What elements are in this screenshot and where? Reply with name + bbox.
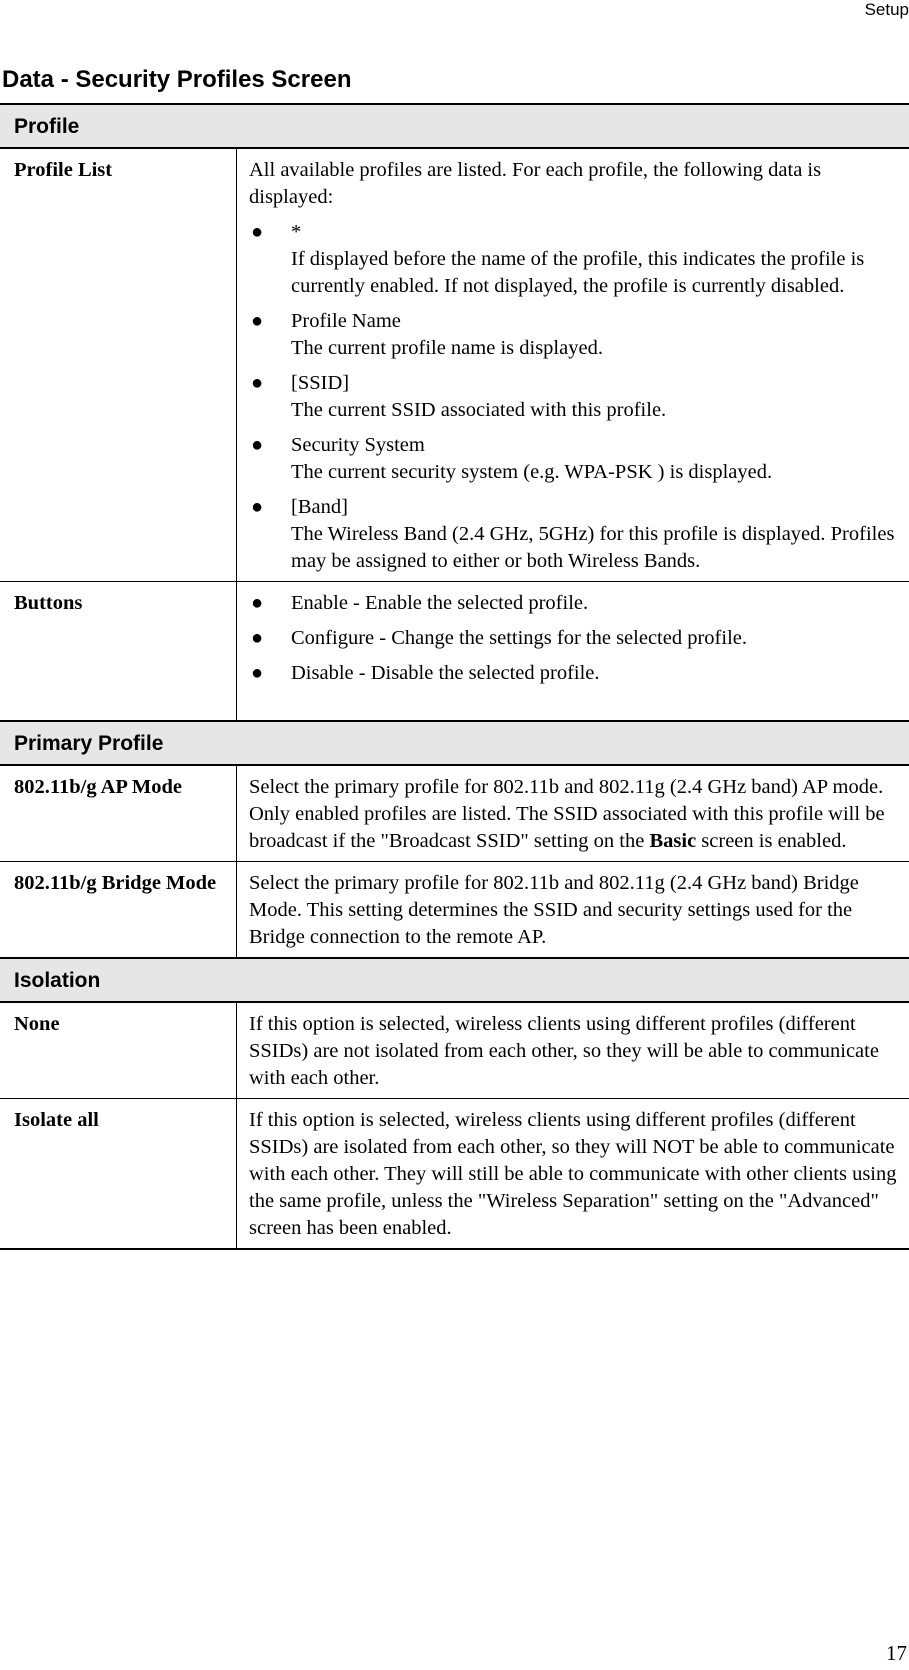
ap-mode-bold: Basic <box>649 830 697 852</box>
bullet-icon: ● <box>251 310 264 332</box>
item-title: [Band] <box>291 496 348 518</box>
term-none: None <box>0 1002 237 1099</box>
table-row <box>0 765 909 862</box>
ap-mode-text-before: Select the primary profile for 802.11b and 802.11g (2.4 GHz band) AP mode. Only enabled profiles are listed. The SSID associated with this profile will be broadcast if the "Broadcast SSID" setting on the <box>249 776 885 852</box>
security-profiles-table <box>0 103 909 1250</box>
page-number: 17 <box>886 1641 907 1665</box>
term-isolate-all: Isolate all <box>0 1099 237 1250</box>
bullet-icon: ● <box>251 496 264 518</box>
buttons-bullets <box>249 590 901 687</box>
item-text: Enable - Enable the selected profile. <box>291 592 589 614</box>
term-ap-mode: 802.11b/g AP Mode <box>0 765 237 862</box>
page-title: Data - Security Profiles Screen <box>2 66 352 93</box>
list-item <box>249 625 901 652</box>
list-item <box>249 494 901 575</box>
list-item <box>249 660 901 687</box>
item-text: Disable - Disable the selected profile. <box>291 662 600 684</box>
bullet-icon: ● <box>251 221 264 243</box>
list-item <box>249 590 901 617</box>
section-header-isolation <box>0 958 909 1002</box>
list-item <box>249 219 901 300</box>
term-profile-list: Profile List <box>0 148 237 582</box>
section-heading: Profile <box>0 104 909 148</box>
profile-list-intro: All available profiles are listed. For each profile, the following data is displayed: <box>249 159 822 208</box>
term-bridge-mode: 802.11b/g Bridge Mode <box>0 862 237 959</box>
running-header: Setup <box>864 0 909 19</box>
table-row <box>0 1099 909 1250</box>
bullet-icon: ● <box>251 434 264 456</box>
item-text: If displayed before the name of the profile, this indicates the profile is currently enabled. If not displayed, the profile is currently disabled. <box>291 248 865 297</box>
item-text: Configure - Change the settings for the selected profile. <box>291 627 747 649</box>
description-ap-mode <box>237 765 909 862</box>
list-item <box>249 308 901 362</box>
item-title: Profile Name <box>291 310 401 332</box>
description-bridge-mode: Select the primary profile for 802.11b and 802.11g (2.4 GHz band) Bridge Mode. This setting determines the SSID and security settings used for the Bridge connection to the remote AP. <box>249 872 859 948</box>
item-title: * <box>291 221 302 243</box>
profile-list-bullets <box>249 219 901 575</box>
item-title: [SSID] <box>291 372 350 394</box>
list-item <box>249 432 901 486</box>
bullet-icon: ● <box>251 627 264 649</box>
section-heading: Primary Profile <box>0 721 909 765</box>
description-none: If this option is selected, wireless clients using different profiles (different SSIDs) are not isolated from each other, so they will be able to communicate with each other. <box>237 1002 909 1099</box>
section-heading: Isolation <box>0 958 909 1002</box>
ap-mode-text-after: screen is enabled. <box>696 830 847 852</box>
section-header-primary-profile <box>0 721 909 765</box>
item-text: The Wireless Band (2.4 GHz, 5GHz) for this profile is displayed. Profiles may be assigned to either or both Wireless Bands. <box>291 523 895 572</box>
table-row <box>0 862 909 959</box>
table-row <box>0 1002 909 1099</box>
item-text: The current security system (e.g. WPA-PSK ) is displayed. <box>291 461 773 483</box>
term-buttons: Buttons <box>0 582 237 722</box>
section-header-profile <box>0 104 909 148</box>
description-isolate-all: If this option is selected, wireless clients using different profiles (different SSIDs) are isolated from each other, so they will NOT be able to communicate with each other. They will still be able to communicate with other clients using the same profile, unless the "Wireless Separation" setting on the "Advanced" screen has been enabled. <box>237 1099 909 1250</box>
table-row <box>0 582 909 722</box>
bullet-icon: ● <box>251 372 264 394</box>
table-row <box>0 148 909 582</box>
item-text: The current SSID associated with this profile. <box>291 399 667 421</box>
bullet-icon: ● <box>251 662 264 684</box>
bullet-icon: ● <box>251 592 264 614</box>
list-item <box>249 370 901 424</box>
description-buttons <box>237 582 909 722</box>
item-title: Security System <box>291 434 425 456</box>
item-text: The current profile name is displayed. <box>291 337 603 359</box>
description-profile-list <box>237 148 909 582</box>
